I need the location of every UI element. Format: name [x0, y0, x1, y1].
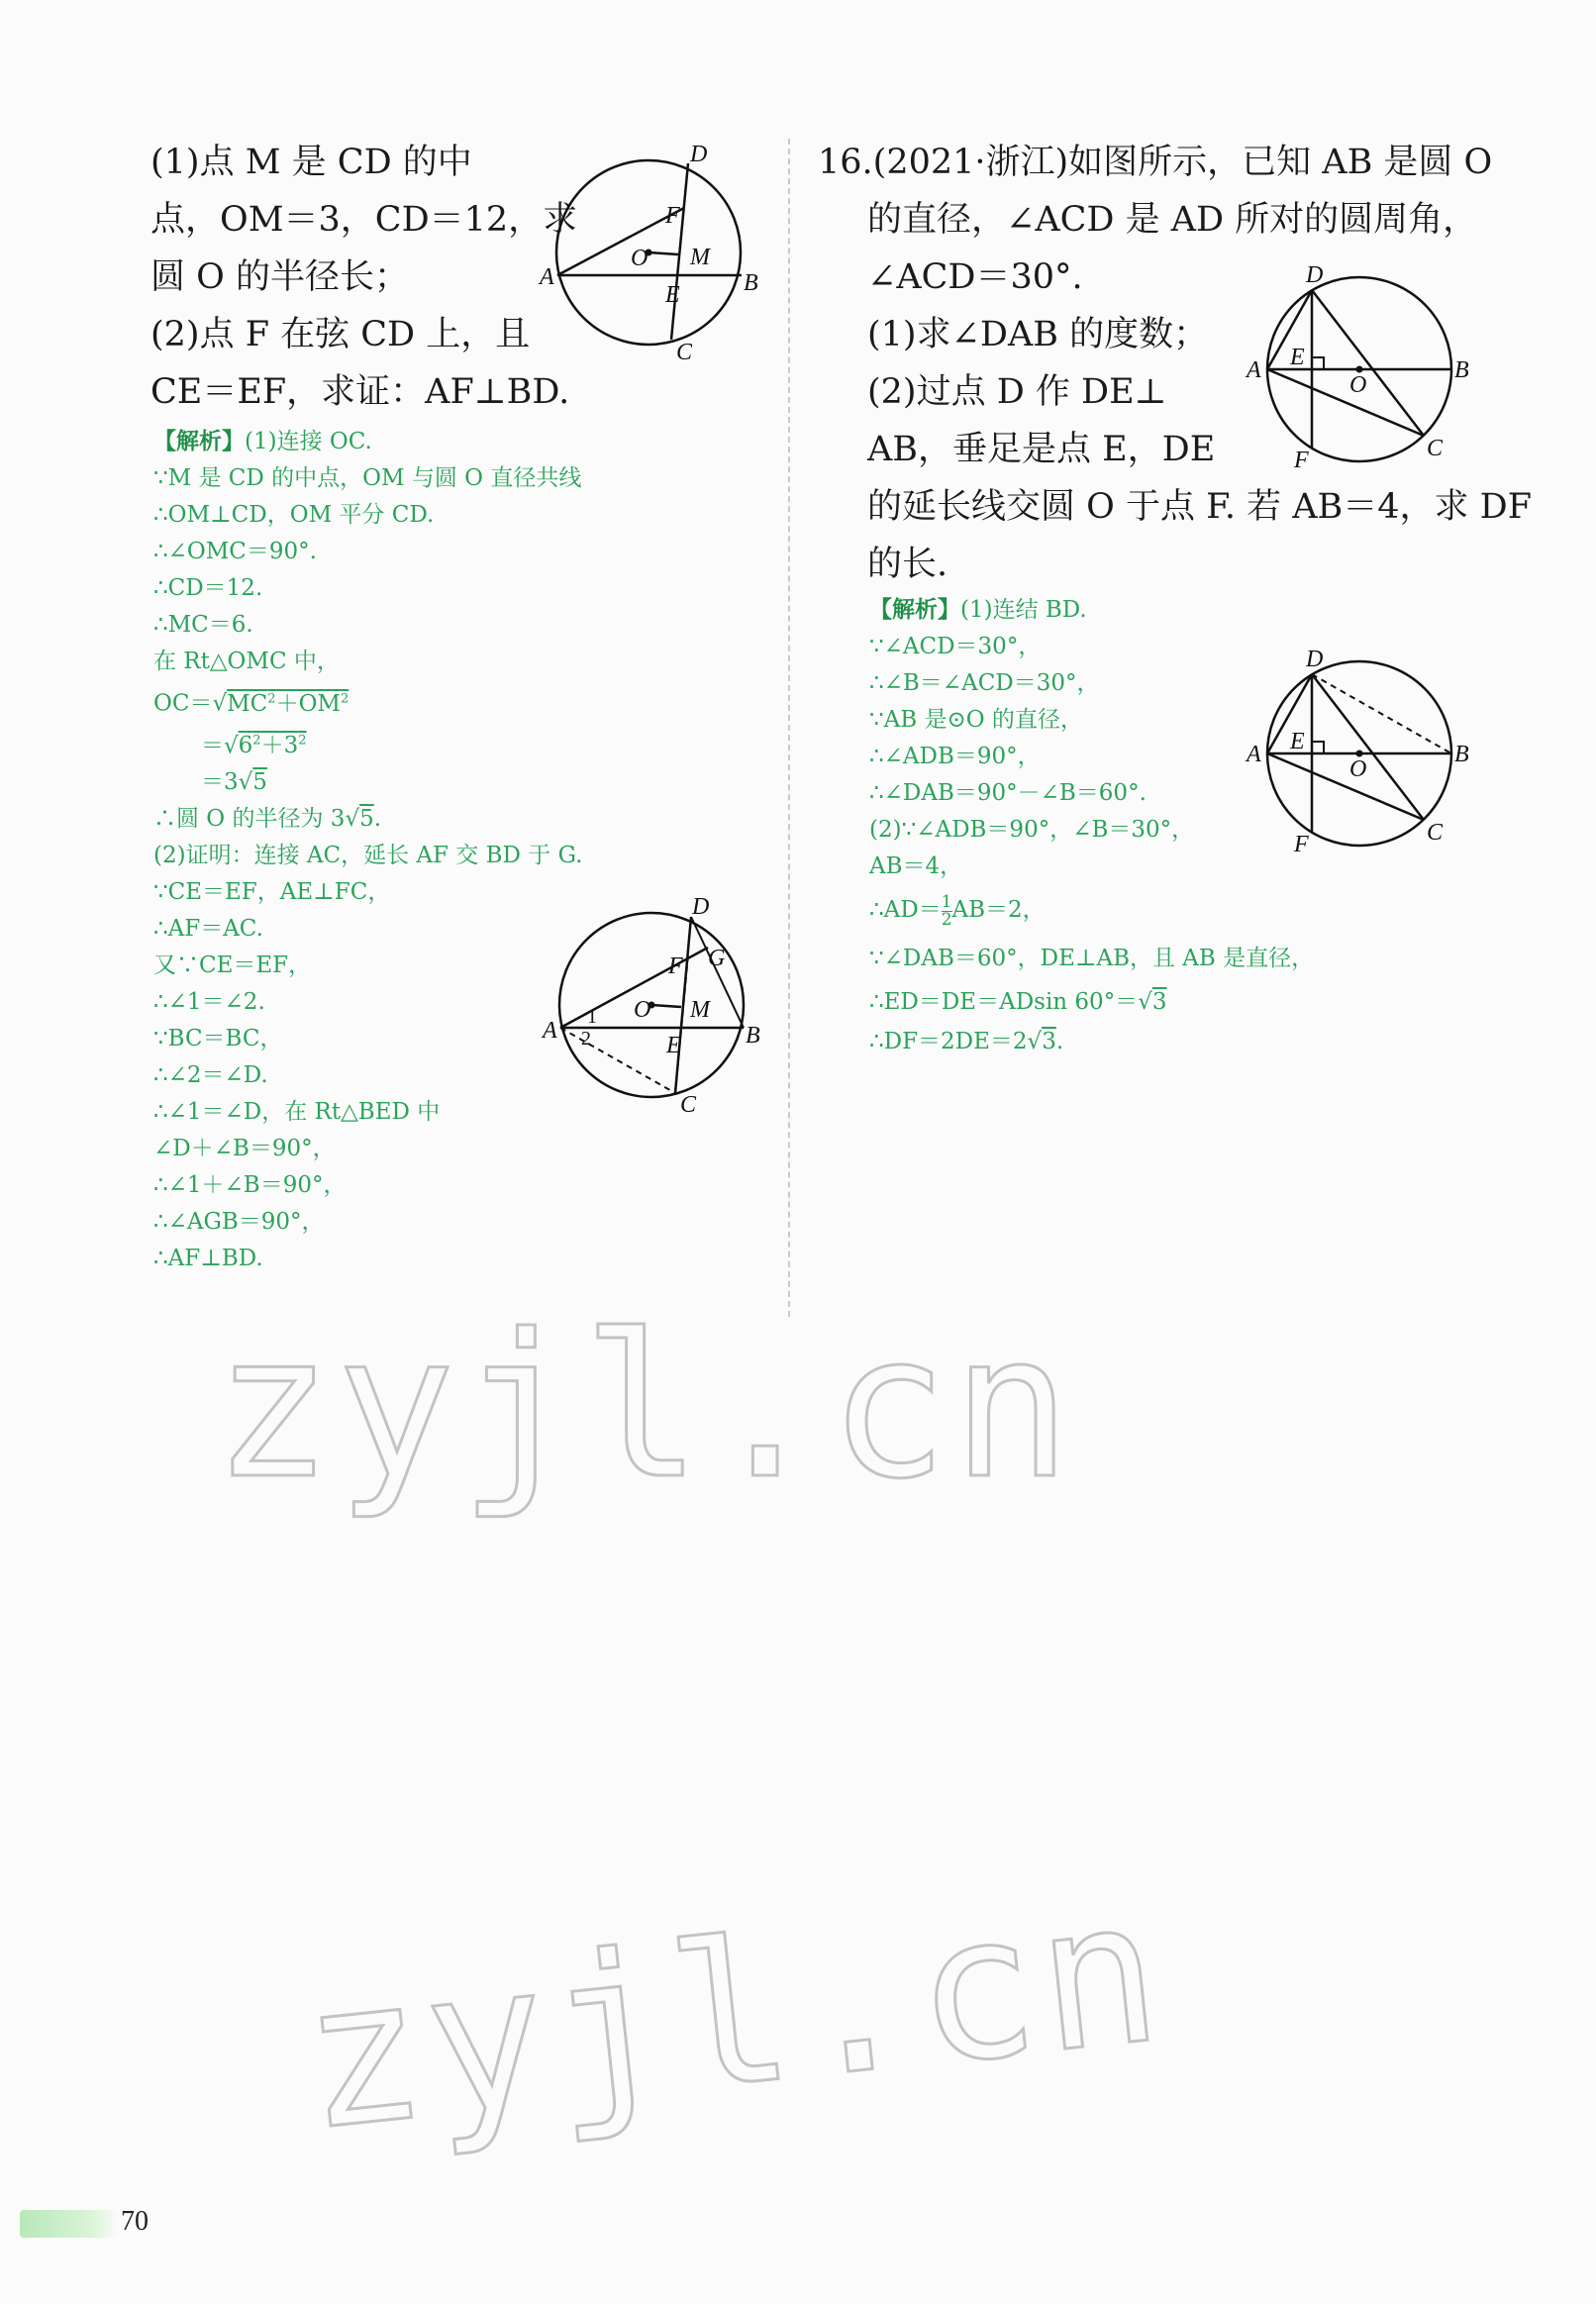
label-A: A [1247, 742, 1261, 767]
radius-conclusion: ∴圆 O 的半径为 3√5. [153, 806, 382, 833]
label-B: B [1454, 742, 1469, 767]
page-number: 70 [121, 2206, 149, 2237]
label-D: D [1306, 262, 1324, 288]
label-E: E [1290, 345, 1305, 370]
circle-figure-solution [540, 896, 767, 1119]
oc-equation: $OC=√MC^2+OM^2$ [153, 690, 349, 717]
ad-equation: ∴AD＝ $\frac{1}{2}$ AB＝2， [869, 891, 1046, 930]
solution-line: ∴∠DAB＝90°－∠B＝60°. [869, 780, 1147, 806]
solution-line: AB＝4， [869, 853, 963, 879]
proof-line: ∠D＋∠B＝90°， [153, 1136, 336, 1162]
label-angle-2: 2 [581, 1028, 591, 1050]
problem-line: 的延长线交圆 O 于点 F. 若 AB＝4，求 DF [867, 487, 1533, 527]
solution-line: ∴CD＝12. [153, 575, 263, 601]
solution-line: ∴∠B＝∠ACD＝30°， [869, 670, 1100, 696]
analysis-tag: 【解析】 [153, 428, 245, 454]
label-C: C [680, 1092, 697, 1118]
proof-line: ∵BC＝BC， [153, 1026, 283, 1052]
problem-line: (2)过点 D 作 DE⊥ [867, 372, 1167, 412]
circle-figure-problem [540, 144, 767, 371]
label-C: C [1427, 820, 1444, 846]
circle-figure-solution-16 [1243, 649, 1480, 861]
label-D: D [690, 142, 708, 167]
column-divider [788, 139, 790, 1317]
proof-line: ∴∠2＝∠D. [153, 1062, 268, 1089]
problem-line: 点，OM＝3，CD＝12，求 [150, 200, 578, 240]
problem-line: 的直径，∠ACD 是 AD 所对的圆周角， [867, 200, 1478, 240]
left-solution [153, 423, 582, 1277]
label-O: O [631, 246, 648, 271]
label-B: B [1454, 357, 1469, 383]
proof-line: ∴∠1＝∠D，在 Rt△BED 中 [153, 1099, 441, 1126]
solution-line: 在 Rt△OMC 中， [153, 649, 340, 674]
label-C: C [676, 340, 693, 365]
analysis-tag: 【解析】 [869, 596, 960, 623]
problem-line: 16.(2021·浙江)如图所示，已知 AB 是圆 O [818, 143, 1493, 182]
label-F: F [1294, 448, 1309, 473]
problem-line: (2)点 F 在弦 CD 上，且 [150, 315, 531, 354]
page-number-bar [20, 2210, 119, 2238]
solution-first-line [869, 591, 1314, 629]
df-equation: ∴DF＝2DE＝2√3. [869, 1029, 1064, 1054]
label-E: E [1290, 729, 1305, 754]
solution-line: ∵AB 是⊙O 的直径， [869, 707, 1083, 733]
label-C: C [1427, 436, 1444, 461]
label-F: F [665, 203, 680, 229]
solution-line: ∵∠DAB＝60°，DE⊥AB，且 AB 是直径， [869, 946, 1315, 971]
proof-line: ∵CE＝EF，AE⊥FC， [153, 879, 391, 906]
label-angle-1: 1 [587, 1006, 597, 1028]
proof-line: 又∵CE＝EF， [153, 952, 312, 979]
solution-line: ∵∠ACD＝30°， [869, 634, 1042, 659]
solution-line: ∴OM⊥CD，OM 平分 CD. [153, 502, 435, 528]
label-O: O [634, 997, 651, 1023]
solution-first-line [153, 423, 582, 460]
label-A: A [540, 264, 554, 290]
ed-equation: ∴ED＝DE＝ADsin 60°＝√3 [869, 989, 1167, 1015]
watermark: zyjl.cn [292, 1854, 1174, 2175]
problem-line: ∠ACD＝30°. [867, 257, 1083, 297]
problem-line: (1)求∠DAB 的度数； [867, 315, 1209, 354]
proof-line: ∴∠1＋∠B＝90°， [153, 1172, 347, 1199]
solution-line: ∵M 是 CD 的中点，OM 与圆 O 直径共线 [153, 465, 582, 491]
label-M: M [690, 245, 710, 270]
label-E: E [665, 282, 680, 308]
label-O: O [1349, 372, 1367, 398]
label-B: B [746, 1023, 760, 1049]
problem-line: AB，垂足是点 E，DE [867, 430, 1216, 469]
solution-line: (2)∵∠ADB＝90°，∠B＝30°， [869, 817, 1195, 843]
solution-line: ∴∠OMC＝90°. [153, 539, 317, 564]
label-F: F [1294, 832, 1309, 857]
label-D: D [1306, 647, 1324, 672]
oc-equation-3: ＝3√5 [201, 769, 267, 796]
proof-line: ∴∠AGB＝90°， [153, 1209, 325, 1236]
proof-line: ∴∠1＝∠2. [153, 989, 265, 1016]
problem-line: CE＝EF，求证：AF⊥BD. [150, 372, 570, 412]
watermark: zyjl.cn [213, 1292, 1075, 1523]
solution-line: ∴∠ADB＝90°， [869, 744, 1041, 769]
circle-figure-problem-16 [1243, 262, 1480, 475]
oc-equation-2: $=√6^2+3^2$ [201, 733, 307, 759]
label-M: M [690, 997, 710, 1023]
label-A: A [1247, 357, 1261, 383]
proof-line: ∴AF⊥BD. [153, 1246, 263, 1272]
solution-text: (1)连接 OC. [245, 429, 372, 454]
proof-line: (2)证明：连接 AC，延长 AF 交 BD 于 G. [153, 843, 583, 869]
label-E: E [666, 1033, 681, 1058]
solution-text: (1)连结 BD. [960, 597, 1087, 623]
label-G: G [708, 946, 726, 971]
proof-line: ∴AF＝AC. [153, 916, 263, 943]
label-D: D [692, 894, 710, 920]
problem-line: 的长. [867, 545, 948, 584]
label-O: O [1349, 756, 1367, 782]
problem-line: 圆 O 的半径长； [150, 257, 409, 297]
label-B: B [744, 270, 758, 296]
problem-line: (1)点 M 是 CD 的中 [150, 143, 472, 182]
label-F: F [668, 953, 683, 979]
left-problem-text [150, 134, 577, 421]
fraction: $\frac{1}{2}$ [941, 891, 952, 930]
solution-line: ∴MC＝6. [153, 612, 253, 638]
label-A: A [543, 1018, 557, 1044]
